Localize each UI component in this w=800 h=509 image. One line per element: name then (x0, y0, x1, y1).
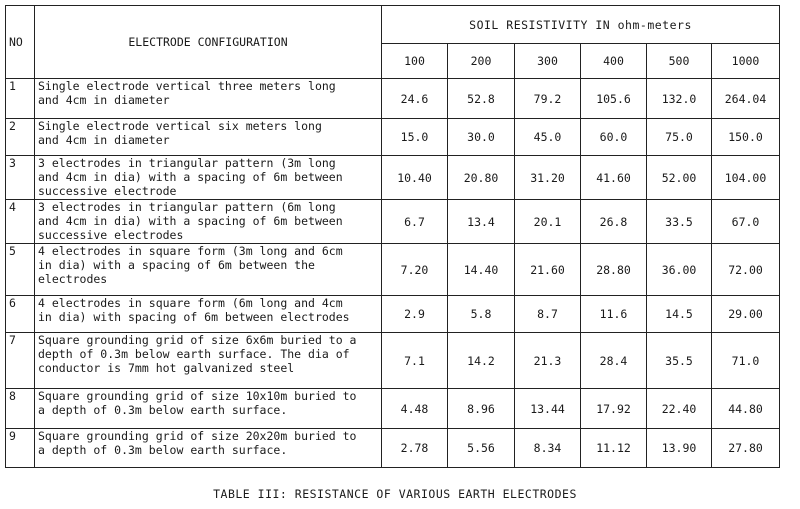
table-row (6, 244, 780, 296)
resistance-value: 13.44 (515, 389, 581, 429)
resistance-value: 5.56 (448, 429, 515, 468)
resistivity-value-header: 300 (515, 44, 581, 79)
resistance-value: 22.40 (647, 389, 712, 429)
row-number: 8 (6, 389, 35, 429)
table-row (6, 200, 780, 244)
resistance-value: 26.8 (581, 200, 647, 244)
electrode-description: Single electrode vertical six meters long and 4cm in diameter (35, 119, 382, 156)
row-number: 5 (6, 244, 35, 296)
soil-resistivity-header: SOIL RESISTIVITY IN ohm-meters (382, 6, 780, 44)
resistance-value: 7.1 (382, 333, 448, 389)
resistance-value: 105.6 (581, 79, 647, 119)
electrode-description: Single electrode vertical three meters long and 4cm in diameter (35, 79, 382, 119)
resistance-value: 6.7 (382, 200, 448, 244)
config-column-header: ELECTRODE CONFIGURATION (35, 6, 382, 79)
resistance-value: 44.80 (712, 389, 780, 429)
resistance-value: 41.60 (581, 156, 647, 200)
resistance-value: 13.90 (647, 429, 712, 468)
no-column-header: NO (6, 6, 35, 79)
resistance-value: 2.78 (382, 429, 448, 468)
resistance-value: 33.5 (647, 200, 712, 244)
table-row (6, 156, 780, 200)
resistance-value: 14.2 (448, 333, 515, 389)
table-row (6, 429, 780, 468)
resistance-value: 11.12 (581, 429, 647, 468)
row-number: 9 (6, 429, 35, 468)
row-number: 3 (6, 156, 35, 200)
resistivity-value-header: 1000 (712, 44, 780, 79)
resistance-value: 264.04 (712, 79, 780, 119)
table-row (6, 296, 780, 333)
table-row (6, 119, 780, 156)
resistance-value: 13.4 (448, 200, 515, 244)
electrode-description: 3 electrodes in triangular pattern (6m long and 4cm in dia) with a spacing of 6m between successive electrodes (35, 200, 382, 244)
resistance-value: 132.0 (647, 79, 712, 119)
table-row (6, 79, 780, 119)
resistance-value: 20.80 (448, 156, 515, 200)
row-number: 1 (6, 79, 35, 119)
resistance-value: 5.8 (448, 296, 515, 333)
resistance-value: 75.0 (647, 119, 712, 156)
row-number: 2 (6, 119, 35, 156)
resistance-value: 15.0 (382, 119, 448, 156)
resistance-value: 67.0 (712, 200, 780, 244)
electrode-description: Square grounding grid of size 20x20m buried to a depth of 0.3m below earth surface. (35, 429, 382, 468)
resistance-table (5, 5, 780, 468)
electrode-description: Square grounding grid of size 6x6m buried to a depth of 0.3m below earth surface. The dia of conductor is 7mm hot galvanized steel (35, 333, 382, 389)
resistance-value: 29.00 (712, 296, 780, 333)
table-body (6, 79, 780, 468)
resistance-value: 20.1 (515, 200, 581, 244)
resistivity-value-header: 400 (581, 44, 647, 79)
resistance-value: 28.80 (581, 244, 647, 296)
resistance-value: 28.4 (581, 333, 647, 389)
resistance-value: 71.0 (712, 333, 780, 389)
resistance-value: 52.8 (448, 79, 515, 119)
resistivity-value-header: 100 (382, 44, 448, 79)
row-number: 7 (6, 333, 35, 389)
resistance-value: 11.6 (581, 296, 647, 333)
electrode-description: 4 electrodes in square form (3m long and 6cm in dia) with a spacing of 6m between the electrodes (35, 244, 382, 296)
resistivity-value-header: 200 (448, 44, 515, 79)
resistance-value: 24.6 (382, 79, 448, 119)
resistance-value: 31.20 (515, 156, 581, 200)
row-number: 4 (6, 200, 35, 244)
electrode-description: Square grounding grid of size 10x10m buried to a depth of 0.3m below earth surface. (35, 389, 382, 429)
resistance-value: 21.3 (515, 333, 581, 389)
resistance-value: 14.5 (647, 296, 712, 333)
resistance-value: 8.96 (448, 389, 515, 429)
resistance-value: 150.0 (712, 119, 780, 156)
resistance-value: 35.5 (647, 333, 712, 389)
row-number: 6 (6, 296, 35, 333)
resistance-value: 14.40 (448, 244, 515, 296)
table-caption: TABLE III: RESISTANCE OF VARIOUS EARTH ELECTRODES (213, 487, 577, 501)
resistance-value: 4.48 (382, 389, 448, 429)
resistance-value: 10.40 (382, 156, 448, 200)
resistance-value: 21.60 (515, 244, 581, 296)
electrode-description: 4 electrodes in square form (6m long and 4cm in dia) with spacing of 6m between electrodes (35, 296, 382, 333)
resistance-value: 52.00 (647, 156, 712, 200)
resistance-value: 104.00 (712, 156, 780, 200)
resistance-value: 72.00 (712, 244, 780, 296)
resistance-value: 30.0 (448, 119, 515, 156)
resistance-value: 2.9 (382, 296, 448, 333)
resistance-value: 7.20 (382, 244, 448, 296)
table-row (6, 389, 780, 429)
resistance-value: 60.0 (581, 119, 647, 156)
resistance-value: 8.7 (515, 296, 581, 333)
table-row (6, 333, 780, 389)
resistance-value: 8.34 (515, 429, 581, 468)
resistance-value: 17.92 (581, 389, 647, 429)
resistance-value: 27.80 (712, 429, 780, 468)
resistance-value: 79.2 (515, 79, 581, 119)
resistance-value: 45.0 (515, 119, 581, 156)
resistivity-value-header: 500 (647, 44, 712, 79)
electrode-description: 3 electrodes in triangular pattern (3m long and 4cm in dia) with a spacing of 6m between successive electrode (35, 156, 382, 200)
resistance-value: 36.00 (647, 244, 712, 296)
